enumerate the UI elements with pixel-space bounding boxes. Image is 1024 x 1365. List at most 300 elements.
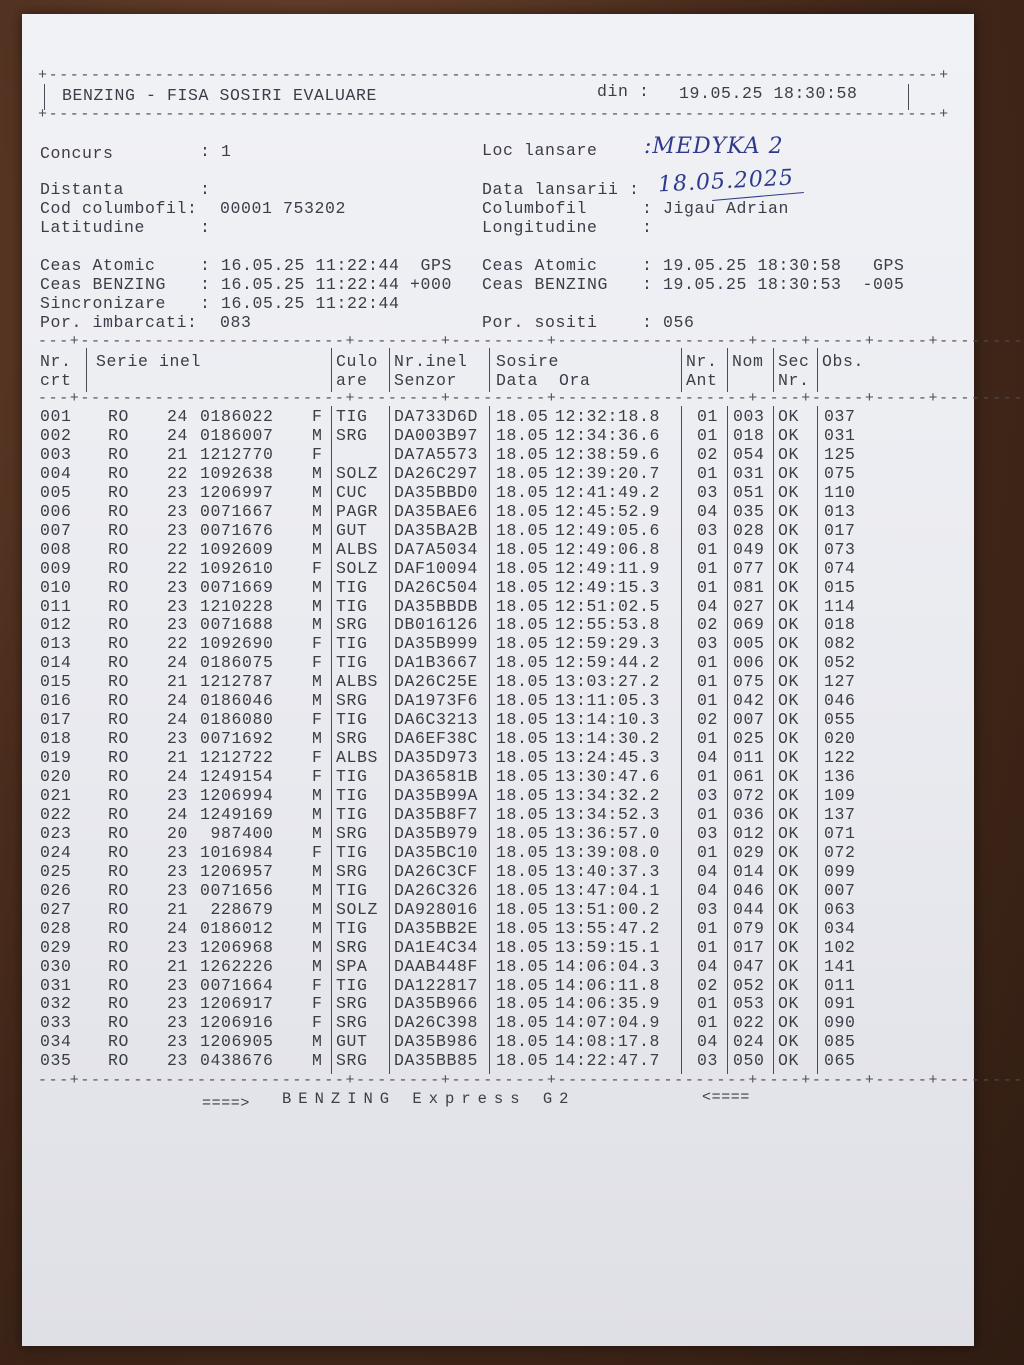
row-nom: 079 <box>733 918 765 938</box>
row-ring: 0186022 <box>200 407 274 426</box>
row-sec: OK <box>778 899 800 919</box>
col-sosire-header-2: Data Ora <box>496 371 591 390</box>
row-nom: 028 <box>733 520 765 540</box>
row-sex: M <box>312 937 323 957</box>
row-ant: 01 <box>697 804 719 824</box>
row-sec: OK <box>778 937 800 957</box>
table-row <box>22 994 974 1013</box>
row-time: 12:49:05.6 <box>555 520 661 540</box>
row-ring: 1016984 <box>200 842 274 862</box>
row-color: SRG <box>336 937 368 957</box>
row-sex: F <box>312 444 323 464</box>
row-country: RO <box>108 1051 130 1071</box>
row-time: 14:06:35.9 <box>555 994 661 1014</box>
row-time: 13:30:47.6 <box>555 767 661 787</box>
row-nom: 042 <box>733 691 765 711</box>
row-time: 13:39:08.0 <box>555 842 661 862</box>
row-sex: M <box>312 1051 323 1071</box>
col-divider <box>489 348 490 392</box>
row-date: 18.05 <box>496 425 549 445</box>
row-country: RO <box>108 653 130 673</box>
row-nr: 008 <box>40 539 72 559</box>
row-sec: OK <box>778 482 800 502</box>
row-sec: OK <box>778 767 800 787</box>
row-country: RO <box>108 558 130 578</box>
row-ant: 01 <box>697 653 719 673</box>
row-country: RO <box>108 767 130 787</box>
row-color: SRG <box>336 729 368 749</box>
table-border-top: ---+-------------------------+--------+---------+------------------+----+-----+-----+-------- <box>38 333 1024 350</box>
row-sex: M <box>312 425 323 445</box>
table-row <box>22 843 974 862</box>
row-ring: 0071664 <box>200 975 274 995</box>
table-row <box>22 938 974 957</box>
row-sec: OK <box>778 501 800 521</box>
row-sec: OK <box>778 1051 800 1071</box>
row-color: TIG <box>336 577 368 597</box>
row-obs: 090 <box>824 1013 856 1033</box>
row-country: RO <box>108 691 130 711</box>
row-color: ALBS <box>336 748 379 768</box>
row-year: 23 <box>167 482 189 502</box>
row-sex: F <box>312 407 323 426</box>
row-nr: 028 <box>40 918 72 938</box>
row-nr: 019 <box>40 748 72 768</box>
row-nr: 010 <box>40 577 72 597</box>
row-color: TIG <box>336 918 368 938</box>
row-nom: 011 <box>733 748 765 768</box>
row-nom: 012 <box>733 823 765 843</box>
row-sex: M <box>312 672 323 692</box>
row-obs: 063 <box>824 899 856 919</box>
row-date: 18.05 <box>496 653 549 673</box>
table-row <box>22 502 974 521</box>
row-nom: 006 <box>733 653 765 673</box>
row-country: RO <box>108 710 130 730</box>
row-sex: F <box>312 558 323 578</box>
row-nom: 081 <box>733 577 765 597</box>
row-nom: 005 <box>733 634 765 654</box>
col-divider <box>817 348 818 392</box>
row-ant: 01 <box>697 539 719 559</box>
row-sensor: DA7A5034 <box>394 539 479 559</box>
col-divider <box>389 348 390 392</box>
row-sensor: DA36581B <box>394 767 479 787</box>
row-country: RO <box>108 842 130 862</box>
row-date: 18.05 <box>496 956 549 976</box>
row-country: RO <box>108 425 130 445</box>
row-ring: 1212722 <box>200 748 274 768</box>
row-ant: 04 <box>697 880 719 900</box>
row-ring: 1249169 <box>200 804 274 824</box>
row-sex: M <box>312 615 323 635</box>
row-obs: 007 <box>824 880 856 900</box>
row-color: SOLZ <box>336 558 379 578</box>
row-year: 21 <box>167 956 189 976</box>
row-nr: 014 <box>40 653 72 673</box>
row-date: 18.05 <box>496 672 549 692</box>
distanta-label: Distanta <box>40 180 125 199</box>
row-ring: 0186080 <box>200 710 274 730</box>
row-country: RO <box>108 937 130 957</box>
row-year: 23 <box>167 1032 189 1052</box>
col-sec-header-1: Sec <box>778 352 810 371</box>
row-nom: 029 <box>733 842 765 862</box>
row-ring: 0071669 <box>200 577 274 597</box>
row-nom: 051 <box>733 482 765 502</box>
row-sex: M <box>312 501 323 521</box>
row-date: 18.05 <box>496 804 549 824</box>
row-sec: OK <box>778 634 800 654</box>
row-nr: 018 <box>40 729 72 749</box>
footer-arrow-left: ====> <box>202 1095 251 1112</box>
row-date: 18.05 <box>496 407 549 426</box>
row-sex: M <box>312 596 323 616</box>
row-ring: 1092610 <box>200 558 274 578</box>
row-nom: 014 <box>733 861 765 881</box>
col-sosire-header-1: Sosire <box>496 352 560 371</box>
row-ring: 0071676 <box>200 520 274 540</box>
row-sex: M <box>312 1032 323 1052</box>
row-date: 18.05 <box>496 899 549 919</box>
col-culoare-header-2: are <box>336 371 368 390</box>
row-year: 23 <box>167 1013 189 1033</box>
row-nom: 025 <box>733 729 765 749</box>
row-sensor: DA26C326 <box>394 880 479 900</box>
row-date: 18.05 <box>496 482 549 502</box>
row-nom: 031 <box>733 463 765 483</box>
row-date: 18.05 <box>496 691 549 711</box>
col-culoare-header-1: Culo <box>336 352 379 371</box>
row-sex: F <box>312 842 323 862</box>
row-obs: 127 <box>824 672 856 692</box>
row-ant: 01 <box>697 918 719 938</box>
row-nom: 007 <box>733 710 765 730</box>
row-sex: F <box>312 748 323 768</box>
table-row <box>22 634 974 653</box>
row-ant: 01 <box>697 691 719 711</box>
row-date: 18.05 <box>496 823 549 843</box>
row-nom: 047 <box>733 956 765 976</box>
row-time: 12:41:49.2 <box>555 482 661 502</box>
row-time: 13:24:45.3 <box>555 748 661 768</box>
row-country: RO <box>108 1013 130 1033</box>
row-year: 24 <box>167 425 189 445</box>
row-country: RO <box>108 880 130 900</box>
row-year: 23 <box>167 880 189 900</box>
col-ant-header-1: Nr. <box>686 352 718 371</box>
row-ant: 02 <box>697 444 719 464</box>
row-nom: 049 <box>733 539 765 559</box>
printed-sheet <box>22 14 1024 1346</box>
row-sex: M <box>312 482 323 502</box>
row-nr: 004 <box>40 463 72 483</box>
row-country: RO <box>108 539 130 559</box>
row-nr: 023 <box>40 823 72 843</box>
row-year: 23 <box>167 994 189 1014</box>
row-ant: 04 <box>697 596 719 616</box>
footer-brand: BENZING Express G2 <box>282 1090 576 1108</box>
row-nr: 013 <box>40 634 72 654</box>
ceas-benzing-start-label: Ceas BENZING <box>40 275 167 294</box>
row-date: 18.05 <box>496 539 549 559</box>
row-sec: OK <box>778 975 800 995</box>
row-color: SPA <box>336 956 368 976</box>
row-year: 24 <box>167 407 189 426</box>
row-sec: OK <box>778 748 800 768</box>
row-nom: 036 <box>733 804 765 824</box>
row-color: TIG <box>336 407 368 426</box>
row-sex: M <box>312 691 323 711</box>
col-nrinel-header-1: Nr.inel <box>394 352 468 371</box>
row-sensor: DA35BB2E <box>394 918 479 938</box>
row-nom: 053 <box>733 994 765 1014</box>
row-color: SRG <box>336 823 368 843</box>
row-ring: 1206968 <box>200 937 274 957</box>
row-sec: OK <box>778 558 800 578</box>
table-row <box>22 767 974 786</box>
row-date: 18.05 <box>496 520 549 540</box>
row-sensor: DAF10094 <box>394 558 479 578</box>
table-row <box>22 786 974 805</box>
row-sensor: DA7A5573 <box>394 444 479 464</box>
row-color: CUC <box>336 482 368 502</box>
row-nom: 018 <box>733 425 765 445</box>
row-ring: 0186046 <box>200 691 274 711</box>
row-time: 12:49:15.3 <box>555 577 661 597</box>
row-nr: 034 <box>40 1032 72 1052</box>
concurs-label: Concurs <box>40 144 114 163</box>
row-year: 23 <box>167 520 189 540</box>
table-row <box>22 881 974 900</box>
row-year: 23 <box>167 501 189 521</box>
table-row <box>22 900 974 919</box>
row-time: 12:38:59.6 <box>555 444 661 464</box>
row-sex: M <box>312 539 323 559</box>
row-ring: 1249154 <box>200 767 274 787</box>
row-time: 12:34:36.6 <box>555 425 661 445</box>
row-time: 13:51:00.2 <box>555 899 661 919</box>
table-row <box>22 483 974 502</box>
row-sex: M <box>312 786 323 805</box>
row-ant: 02 <box>697 615 719 635</box>
table-row <box>22 710 974 729</box>
row-color: PAGR <box>336 501 379 521</box>
row-sensor: DA122817 <box>394 975 479 995</box>
row-nom: 022 <box>733 1013 765 1033</box>
row-obs: 137 <box>824 804 856 824</box>
row-ring: 1212787 <box>200 672 274 692</box>
row-nr: 001 <box>40 407 72 426</box>
table-row <box>22 653 974 672</box>
row-sex: M <box>312 956 323 976</box>
report-date-label: din : <box>597 82 650 101</box>
col-obs-header: Obs. <box>822 352 865 371</box>
table-row <box>22 1032 974 1051</box>
row-color: TIG <box>336 767 368 787</box>
row-obs: 017 <box>824 520 856 540</box>
row-year: 23 <box>167 786 189 805</box>
row-nr: 002 <box>40 425 72 445</box>
header-border-bottom: +------------------------------------------------------------------------------------+ <box>38 106 950 123</box>
row-color: ALBS <box>336 539 379 559</box>
row-obs: 136 <box>824 767 856 787</box>
row-nr: 026 <box>40 880 72 900</box>
row-date: 18.05 <box>496 994 549 1014</box>
row-ant: 04 <box>697 748 719 768</box>
row-obs: 015 <box>824 577 856 597</box>
row-sex: F <box>312 994 323 1014</box>
row-nom: 035 <box>733 501 765 521</box>
table-row <box>22 1051 974 1070</box>
row-color: TIG <box>336 842 368 862</box>
row-time: 12:32:18.8 <box>555 407 661 426</box>
row-sex: M <box>312 861 323 881</box>
table-row <box>22 691 974 710</box>
latitudine-label: Latitudine <box>40 218 146 237</box>
row-date: 18.05 <box>496 786 549 805</box>
row-color: TIG <box>336 596 368 616</box>
table-row <box>22 464 974 483</box>
row-time: 14:07:04.9 <box>555 1013 661 1033</box>
row-sensor: DB016126 <box>394 615 479 635</box>
row-nr: 007 <box>40 520 72 540</box>
row-nr: 021 <box>40 786 72 805</box>
row-year: 24 <box>167 710 189 730</box>
row-country: RO <box>108 748 130 768</box>
row-nr: 012 <box>40 615 72 635</box>
row-nom: 075 <box>733 672 765 692</box>
row-obs: 099 <box>824 861 856 881</box>
row-ant: 04 <box>697 861 719 881</box>
row-obs: 141 <box>824 956 856 976</box>
table-row <box>22 1013 974 1032</box>
row-ring: 1206997 <box>200 482 274 502</box>
table-row <box>22 957 974 976</box>
row-sec: OK <box>778 861 800 881</box>
row-date: 18.05 <box>496 596 549 616</box>
row-nom: 027 <box>733 596 765 616</box>
loc-lansare-handwritten: :MEDYKA 2 <box>644 134 784 159</box>
row-nr: 032 <box>40 994 72 1014</box>
row-date: 18.05 <box>496 767 549 787</box>
col-divider <box>86 348 87 392</box>
row-year: 24 <box>167 804 189 824</box>
ceas-atomic-end-value: : 19.05.25 18:30:58 GPS <box>642 256 905 275</box>
row-ring: 1206916 <box>200 1013 274 1033</box>
row-nr: 015 <box>40 672 72 692</box>
row-time: 12:59:44.2 <box>555 653 661 673</box>
row-sensor: DA928016 <box>394 899 479 919</box>
row-country: RO <box>108 615 130 635</box>
table-row <box>22 540 974 559</box>
latitudine-value: : <box>200 218 211 237</box>
col-senzor-header-2: Senzor <box>394 371 458 390</box>
row-ring: 1092609 <box>200 539 274 559</box>
row-date: 18.05 <box>496 861 549 881</box>
row-ant: 03 <box>697 899 719 919</box>
longitudine-label: Longitudine <box>482 218 598 237</box>
row-nr: 020 <box>40 767 72 787</box>
row-color: GUT <box>336 1032 368 1052</box>
row-ant: 01 <box>697 577 719 597</box>
table-row <box>22 615 974 634</box>
row-year: 22 <box>167 634 189 654</box>
col-nom-header: Nom <box>732 352 764 371</box>
row-obs: 018 <box>824 615 856 635</box>
row-color: ALBS <box>336 672 379 692</box>
row-sex: F <box>312 767 323 787</box>
loc-lansare-label: Loc lansare <box>482 141 598 160</box>
row-sec: OK <box>778 994 800 1014</box>
row-sex: F <box>312 634 323 654</box>
data-lansarii-label: Data lansarii : <box>482 180 640 199</box>
row-nom: 050 <box>733 1051 765 1071</box>
row-sec: OK <box>778 653 800 673</box>
row-sensor: DA35B966 <box>394 994 479 1014</box>
row-ant: 03 <box>697 786 719 805</box>
row-country: RO <box>108 899 130 919</box>
row-ring: 0071692 <box>200 729 274 749</box>
table-header-separator: ---+-------------------------+--------+---------+------------------+----+-----+-----+-------- <box>38 390 1024 407</box>
row-nr: 009 <box>40 558 72 578</box>
col-sec-header-2: Nr. <box>778 371 810 390</box>
row-ring: 1092690 <box>200 634 274 654</box>
row-year: 22 <box>167 463 189 483</box>
row-ring: 0186007 <box>200 425 274 445</box>
row-country: RO <box>108 1032 130 1052</box>
row-sex: M <box>312 520 323 540</box>
row-date: 18.05 <box>496 748 549 768</box>
ceas-atomic-start-value: : 16.05.25 11:22:44 GPS <box>200 256 453 275</box>
row-ant: 04 <box>697 1032 719 1052</box>
row-color: SRG <box>336 1051 368 1071</box>
row-nom: 077 <box>733 558 765 578</box>
row-country: RO <box>108 520 130 540</box>
row-sensor: DA35BB85 <box>394 1051 479 1071</box>
row-country: RO <box>108 975 130 995</box>
ceas-atomic-end-label: Ceas Atomic <box>482 256 598 275</box>
report-title: BENZING - FISA SOSIRI EVALUARE <box>62 86 378 105</box>
row-sec: OK <box>778 672 800 692</box>
row-sensor: DA35BBD0 <box>394 482 479 502</box>
row-nr: 003 <box>40 444 72 464</box>
row-time: 13:14:30.2 <box>555 729 661 749</box>
row-ring: 0438676 <box>200 1051 274 1071</box>
row-sensor: DA35BA2B <box>394 520 479 540</box>
row-sec: OK <box>778 1013 800 1033</box>
row-sex: F <box>312 975 323 995</box>
row-nr: 022 <box>40 804 72 824</box>
row-color: SRG <box>336 425 368 445</box>
row-time: 13:55:47.2 <box>555 918 661 938</box>
table-row <box>22 407 974 426</box>
row-time: 12:49:11.9 <box>555 558 661 578</box>
row-nom: 046 <box>733 880 765 900</box>
table-row <box>22 672 974 691</box>
row-ant: 01 <box>697 842 719 862</box>
row-ring: 0071667 <box>200 501 274 521</box>
por-sositi-label: Por. sositi <box>482 313 598 332</box>
row-sensor: DA35B8F7 <box>394 804 479 824</box>
row-time: 13:03:27.2 <box>555 672 661 692</box>
row-country: RO <box>108 596 130 616</box>
row-time: 13:14:10.3 <box>555 710 661 730</box>
row-date: 18.05 <box>496 1013 549 1033</box>
row-time: 13:11:05.3 <box>555 691 661 711</box>
col-divider <box>773 348 774 392</box>
row-sensor: DA1E4C34 <box>394 937 479 957</box>
